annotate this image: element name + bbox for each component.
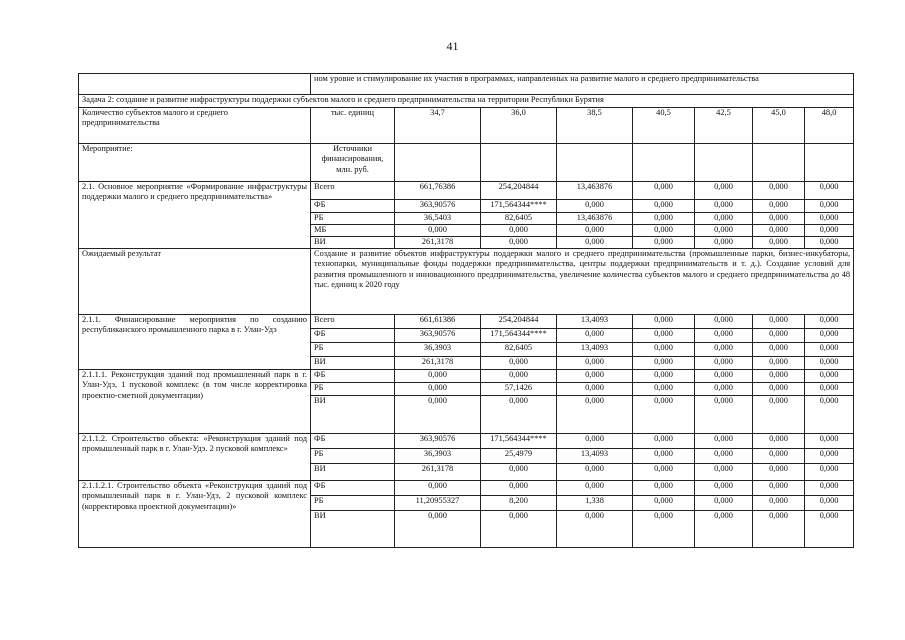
indicator-value: 48,0 [805,108,854,144]
amount-cell: 0,000 [695,329,753,343]
amount-cell: 261,3178 [395,357,481,370]
amount-cell: 0,000 [633,315,695,329]
amount-cell: 13,463876 [557,213,633,225]
amount-cell: 261,3178 [395,237,481,249]
amount-cell: 0,000 [557,329,633,343]
amount-cell: 1,338 [557,496,633,511]
amount-cell: 0,000 [805,225,854,237]
measure-2-1-1-label: 2.1.1. Финансирование мероприятия по созданию республиканского промышленного парка в г. Улан-Удэ [79,315,311,370]
amount-cell: 0,000 [695,396,753,434]
amount-cell: 13,4093 [557,343,633,357]
amount-cell: 0,000 [633,396,695,434]
table-row [79,74,854,95]
table-row [79,182,854,200]
source-code: ВИ [311,396,395,434]
amount-cell: 0,000 [805,383,854,396]
amount-cell: 0,000 [481,481,557,496]
amount-cell: 0,000 [753,464,805,481]
amount-cell: 0,000 [695,511,753,548]
amount-cell: 0,000 [753,434,805,449]
amount-cell: 171,564344**** [481,434,557,449]
source-code: ФБ [311,434,395,449]
amount-cell: 0,000 [695,496,753,511]
amount-cell: 0,000 [805,357,854,370]
amount-cell: 363,90576 [395,200,481,213]
empty-cell [753,144,805,182]
amount-cell: 0,000 [753,481,805,496]
table-row [79,108,854,144]
amount-cell: 0,000 [805,434,854,449]
amount-cell: 36,3903 [395,343,481,357]
amount-cell: 0,000 [753,370,805,383]
source-code: ФБ [311,200,395,213]
empty-cell [395,144,481,182]
amount-cell: 0,000 [481,357,557,370]
amount-cell: 0,000 [633,182,695,200]
amount-cell: 0,000 [805,182,854,200]
indicator-value: 42,5 [695,108,753,144]
amount-cell: 0,000 [557,237,633,249]
indicator-value: 45,0 [753,108,805,144]
expected-result-text: Создание и развитие объектов инфраструктуры поддержки малого и среднего предпринимательства (промышленные парки, бизнес-инкубаторы, технопарки, муниципальные фонды поддержки предпринимательства, центры поддержки предпринимательств и т. д.). Создание условий для развития промышленного и инновационного предпринимательства, увеличение количества субъектов малого и среднего предпринимательства до 48 тыс. единиц к 2020 году [311,249,854,315]
amount-cell: 661,61386 [395,315,481,329]
amount-cell: 0,000 [633,225,695,237]
amount-cell: 0,000 [805,496,854,511]
amount-cell: 36,3903 [395,449,481,464]
amount-cell: 0,000 [753,449,805,464]
amount-cell: 0,000 [633,213,695,225]
amount-cell: 13,463876 [557,182,633,200]
amount-cell: 0,000 [805,511,854,548]
amount-cell: 0,000 [557,464,633,481]
amount-cell: 0,000 [557,434,633,449]
amount-cell: 0,000 [695,182,753,200]
source-code: ВИ [311,237,395,249]
amount-cell: 0,000 [557,200,633,213]
task-heading: Задача 2: создание и развитие инфраструктуры поддержки субъектов малого и среднего предпринимательства на территории Республики Бурятия [79,95,854,108]
source-code: РБ [311,343,395,357]
indicator-value: 38,5 [557,108,633,144]
amount-cell: 0,000 [557,225,633,237]
amount-cell: 0,000 [805,213,854,225]
amount-cell: 0,000 [481,511,557,548]
table-row [79,481,854,496]
amount-cell: 0,000 [633,370,695,383]
table-row [79,315,854,329]
amount-cell: 0,000 [753,511,805,548]
measure-2-1-label: 2.1. Основное мероприятие «Формирование инфраструктуры поддержки малого и среднего предпринимательства» [79,182,311,249]
amount-cell: 0,000 [695,464,753,481]
amount-cell: 0,000 [695,237,753,249]
source-code: ФБ [311,329,395,343]
measure-2-1-1-1-label: 2.1.1.1. Реконструкция зданий под промышленный парк в г. Улан-Удэ, 1 пусковой комплекс (в том числе корректировка проектно-сметной документации) [79,370,311,434]
source-code: ФБ [311,370,395,383]
amount-cell: 0,000 [557,357,633,370]
continuation-text: ном уровне и стимулирование их участия в программах, направленных на развитие малого и среднего предпринимательства [311,74,854,95]
amount-cell: 0,000 [481,370,557,383]
amount-cell: 11,20955327 [395,496,481,511]
amount-cell: 0,000 [633,357,695,370]
measure-2-1-1-2-1-label: 2.1.1.2.1. Строительство объекта «Реконструкция зданий под промышленный парк в г. Улан-Удэ, 2 пусковой комплекс (корректировка проектной документации)» [79,481,311,548]
amount-cell: 0,000 [633,496,695,511]
amount-cell: 0,000 [633,237,695,249]
amount-cell: 0,000 [753,329,805,343]
indicator-unit: тыс. единиц [311,108,395,144]
amount-cell: 0,000 [753,343,805,357]
amount-cell: 0,000 [557,396,633,434]
amount-cell: 13,4093 [557,315,633,329]
amount-cell: 0,000 [805,200,854,213]
amount-cell: 0,000 [633,434,695,449]
empty-cell [695,144,753,182]
table-row [79,144,854,182]
amount-cell: 0,000 [481,237,557,249]
amount-cell: 0,000 [805,481,854,496]
source-code: РБ [311,496,395,511]
indicator-value: 34,7 [395,108,481,144]
amount-cell: 0,000 [753,213,805,225]
amount-cell: 0,000 [753,383,805,396]
amount-cell: 0,000 [695,370,753,383]
source-code: РБ [311,213,395,225]
source-code: ВИ [311,511,395,548]
amount-cell: 0,000 [633,464,695,481]
table-row [79,249,854,315]
empty-cell [481,144,557,182]
source-code: Всего [311,182,395,200]
amount-cell: 254,204844 [481,315,557,329]
amount-cell: 363,90576 [395,329,481,343]
amount-cell: 254,204844 [481,182,557,200]
indicator-value: 40,5 [633,108,695,144]
source-code: РБ [311,449,395,464]
amount-cell: 0,000 [395,481,481,496]
source-code: РБ [311,383,395,396]
amount-cell: 171,564344**** [481,329,557,343]
amount-cell: 0,000 [633,449,695,464]
amount-cell: 0,000 [805,396,854,434]
amount-cell: 0,000 [753,357,805,370]
sources-label: Источники финансирования, млн. руб. [311,144,395,182]
amount-cell: 0,000 [633,343,695,357]
amount-cell: 0,000 [695,357,753,370]
amount-cell: 0,000 [753,237,805,249]
empty-cell [805,144,854,182]
amount-cell: 0,000 [695,383,753,396]
amount-cell: 8,200 [481,496,557,511]
indicator-label: Количество субъектов малого и среднего предпринимательства [79,108,311,144]
amount-cell: 57,1426 [481,383,557,396]
amount-cell: 0,000 [805,370,854,383]
expected-result-label: Ожидаемый результат [79,249,311,315]
amount-cell: 0,000 [633,511,695,548]
source-code: ФБ [311,481,395,496]
table-row [79,434,854,449]
source-code: ВИ [311,464,395,481]
source-code: ВИ [311,357,395,370]
amount-cell: 0,000 [695,213,753,225]
amount-cell: 0,000 [557,383,633,396]
amount-cell: 0,000 [695,200,753,213]
table-row [79,370,854,383]
empty-cell [79,74,311,95]
empty-cell [557,144,633,182]
amount-cell: 0,000 [557,370,633,383]
amount-cell: 363,90576 [395,434,481,449]
amount-cell: 0,000 [557,481,633,496]
source-code: МБ [311,225,395,237]
amount-cell: 0,000 [695,434,753,449]
amount-cell: 0,000 [633,200,695,213]
amount-cell: 0,000 [481,396,557,434]
amount-cell: 0,000 [395,383,481,396]
amount-cell: 0,000 [695,315,753,329]
activity-label: Мероприятие: [79,144,311,182]
amount-cell: 0,000 [805,315,854,329]
amount-cell: 261,3178 [395,464,481,481]
amount-cell: 0,000 [695,343,753,357]
amount-cell: 36,5403 [395,213,481,225]
amount-cell: 82,6405 [481,343,557,357]
amount-cell: 0,000 [753,496,805,511]
amount-cell: 0,000 [753,315,805,329]
amount-cell: 0,000 [557,511,633,548]
amount-cell: 0,000 [395,511,481,548]
amount-cell: 0,000 [633,481,695,496]
page-number: 41 [446,39,459,53]
amount-cell: 0,000 [805,343,854,357]
amount-cell: 82,6405 [481,213,557,225]
amount-cell: 0,000 [805,329,854,343]
amount-cell: 0,000 [695,481,753,496]
amount-cell: 661,76386 [395,182,481,200]
program-table [78,73,854,548]
measure-2-1-1-2-label: 2.1.1.2. Строительство объекта: «Реконструкция зданий под промышленный парк в г. Улан-Удэ. 2 пусковой комплекс» [79,434,311,481]
amount-cell: 0,000 [753,225,805,237]
amount-cell: 0,000 [753,200,805,213]
amount-cell: 13,4093 [557,449,633,464]
amount-cell: 0,000 [395,225,481,237]
amount-cell: 171,564344**** [481,200,557,213]
amount-cell: 0,000 [633,383,695,396]
empty-cell [633,144,695,182]
amount-cell: 0,000 [481,225,557,237]
amount-cell: 0,000 [395,370,481,383]
source-code: Всего [311,315,395,329]
amount-cell: 0,000 [805,449,854,464]
table-row [79,95,854,108]
indicator-value: 36,0 [481,108,557,144]
amount-cell: 0,000 [805,464,854,481]
amount-cell: 0,000 [395,396,481,434]
amount-cell: 0,000 [695,225,753,237]
amount-cell: 25,4979 [481,449,557,464]
amount-cell: 0,000 [805,237,854,249]
amount-cell: 0,000 [753,182,805,200]
amount-cell: 0,000 [633,329,695,343]
amount-cell: 0,000 [753,396,805,434]
amount-cell: 0,000 [695,449,753,464]
amount-cell: 0,000 [481,464,557,481]
